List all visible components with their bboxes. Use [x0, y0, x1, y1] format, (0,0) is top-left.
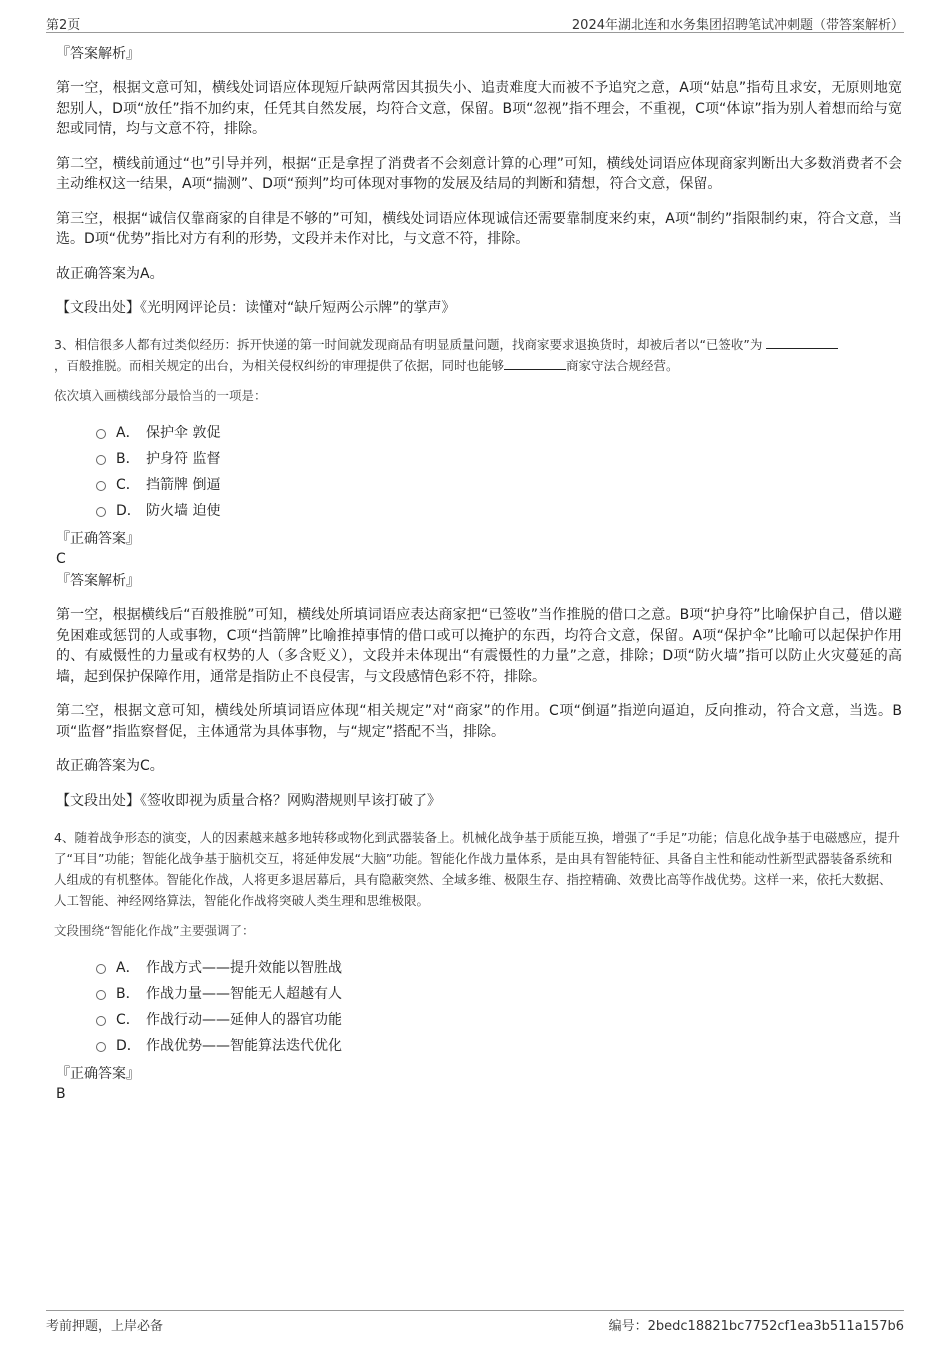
- option-letter: B．: [116, 451, 140, 467]
- radio-button-icon[interactable]: [96, 429, 106, 439]
- options-list: [96, 955, 902, 1059]
- option-text: 防火墙 迫使: [146, 503, 221, 519]
- option-c[interactable]: [96, 472, 902, 498]
- footer-slogan: 考前押题，上岸必备: [46, 1319, 164, 1334]
- option-letter: C．: [116, 477, 140, 493]
- option-text: 作战优势——智能算法迭代优化: [146, 1037, 342, 1054]
- source-citation: 【文段出处】《光明网评论员：读懂对“缺斤短两公示牌”的掌声》: [56, 300, 456, 316]
- options-list: [96, 420, 902, 524]
- radio-button-icon[interactable]: [96, 990, 106, 1000]
- radio-button-icon[interactable]: [96, 1042, 106, 1052]
- option-text: 护身符 监督: [146, 451, 221, 467]
- radio-button-icon[interactable]: [96, 507, 106, 517]
- page-footer: [46, 1310, 904, 1335]
- analysis-paragraph: 第三空，根据“诚信仅靠商家的自律是不够的”可知，横线处词语应体现诚信还需要靠制度来约束，A项“制约”指限制约束，符合文意，当选。D项“优势”指比对方有利的形势，文段并未作对比，与文意不符，排除。: [56, 210, 902, 247]
- option-text: 保护伞 敦促: [146, 425, 221, 441]
- option-c[interactable]: [96, 1007, 902, 1033]
- question-4: [56, 827, 902, 1104]
- radio-button-icon[interactable]: [96, 1016, 106, 1026]
- analysis-paragraph: 第二空，根据文意可知，横线处所填词语应体现“相关规定”对“商家”的作用。C项“倒逼”指逆向逼迫，反向推动，符合文意，当选。B项“监督”指监察督促，主体通常为具体事物，与“规定”搭配不当，排除。: [56, 703, 902, 740]
- option-letter: A．: [116, 959, 140, 976]
- analysis-conclusion: 故正确答案为C。: [56, 758, 164, 774]
- analysis-label: 『答案解析』: [56, 46, 140, 62]
- option-d[interactable]: [96, 498, 902, 524]
- analysis-paragraph: 第二空，横线前通过“也”引导并列，根据“正是拿捏了消费者不会刻意计算的心理”可知，横线处词语应体现商家判断出大多数消费者不会主动维权这一结果，A项“揣测”、D项“预判”均可体现对事物的发展及结局的判断和猜想，符合文意，保留。: [56, 155, 902, 192]
- option-a[interactable]: [96, 420, 902, 446]
- correct-answer: C: [56, 551, 66, 567]
- option-letter: C．: [116, 1011, 140, 1028]
- question-3: [56, 334, 902, 811]
- source-citation: 【文段出处】《签收即视为质量合格？网购潜规则早该打破了》: [56, 792, 441, 809]
- analysis-label: 『答案解析』: [56, 573, 140, 589]
- option-letter: B．: [116, 985, 140, 1002]
- content: [56, 44, 902, 1106]
- correct-answer-label: 『正确答案』: [56, 1065, 140, 1082]
- option-b[interactable]: [96, 446, 902, 472]
- analysis-paragraph: 第一空，根据横线后“百般推脱”可知，横线处所填词语应表达商家把“已签收”当作推脱的借口之意。B项“护身符”比喻保护自己，借以避免困难或惩罚的人或事物，C项“挡箭牌”比喻推掉事情的借口或可以掩护的东西，均符合文意，保留。A项“保护伞”比喻可以起保护作用的、有威慑性的力量或有权势的人（多含贬义），文段并未体现出“有震慑性的力量”之意，排除；D项“防火墙”指可以防止火灾蔓延的高墙，起到保护保障作用，通常是指防止不良侵害，与文段感情色彩不符，排除。: [56, 607, 902, 685]
- option-letter: D．: [116, 1037, 141, 1054]
- radio-button-icon[interactable]: [96, 455, 106, 465]
- page-number: 第2页: [46, 18, 81, 33]
- document-title: 2024年湖北连和水务集团招聘笔试冲刺题（带答案解析）: [571, 18, 904, 33]
- option-d[interactable]: [96, 1033, 902, 1059]
- q2-analysis-section: [56, 44, 902, 318]
- option-text: 作战方式——提升效能以智胜战: [146, 959, 342, 976]
- analysis-paragraph: 第一空，根据文意可知，横线处词语应体现短斤缺两常因其损失小、追责难度大而被不予追究之意，A项“姑息”指苟且求安，无原则地宽恕别人，D项“放任”指不加约束，任凭其自然发展，均符合文意，保留。B项“忽视”指不理会，不重视，C项“体谅”指为别人着想而给与宽恕或同情，均与文意不符，排除。: [56, 80, 902, 137]
- radio-button-icon[interactable]: [96, 481, 106, 491]
- option-b[interactable]: [96, 981, 902, 1007]
- option-letter: A．: [116, 425, 140, 441]
- option-a[interactable]: [96, 955, 902, 981]
- stem-text: 商家守法合规经营。: [566, 358, 679, 373]
- radio-button-icon[interactable]: [96, 964, 106, 974]
- fill-blank-2: [504, 356, 566, 370]
- stem-text: 3、相信很多人都有过类似经历：拆开快递的第一时间就发现商品有明显质量问题，找商家要求退换货时，却被后者以“已签收”为: [54, 337, 763, 352]
- document-id: 编号：2bedc18821bc7752cf1ea3b511a157b6: [608, 1319, 904, 1334]
- option-text: 挡箭牌 倒逼: [146, 477, 221, 493]
- analysis-conclusion: 故正确答案为A。: [56, 265, 164, 282]
- option-letter: D．: [116, 503, 141, 519]
- question-stem: 4、随着战争形态的演变，人的因素越来越多地转移或物化到武器装备上。机械化战争基于质能互换，增强了“手足”功能；信息化战争基于电磁感应，提升了“耳目”功能；智能化战争基于脑机交互，将延伸发展“大脑”功能。智能化作战力量体系，是由具有智能特征、具备自主性和能动性新型武器装备系统和人组成的有机整体。智能化作战，人将更多退居幕后，具有隐蔽突然、全域多维、极限生存、指控精确、效费比高等作战优势。这样一来，依托大数据、人工智能、神经网络算法，智能化作战将突破人类生理和思维极限。: [54, 829, 900, 908]
- fill-blank-1: [766, 335, 838, 349]
- question-prompt: 文段围绕“智能化作战”主要强调了：: [54, 922, 255, 938]
- stem-text: ，百般推脱。而相关规定的出台，为相关侵权纠纷的审理提供了依据，同时也能够: [54, 358, 505, 373]
- page-header: [46, 14, 904, 33]
- option-text: 作战行动——延伸人的器官功能: [146, 1011, 342, 1028]
- correct-answer-label: 『正确答案』: [56, 531, 140, 547]
- option-text: 作战力量——智能无人超越有人: [146, 985, 342, 1002]
- question-stem: [54, 334, 902, 376]
- correct-answer: B: [56, 1085, 66, 1102]
- question-prompt: 依次填入画横线部分最恰当的一项是：: [54, 388, 267, 403]
